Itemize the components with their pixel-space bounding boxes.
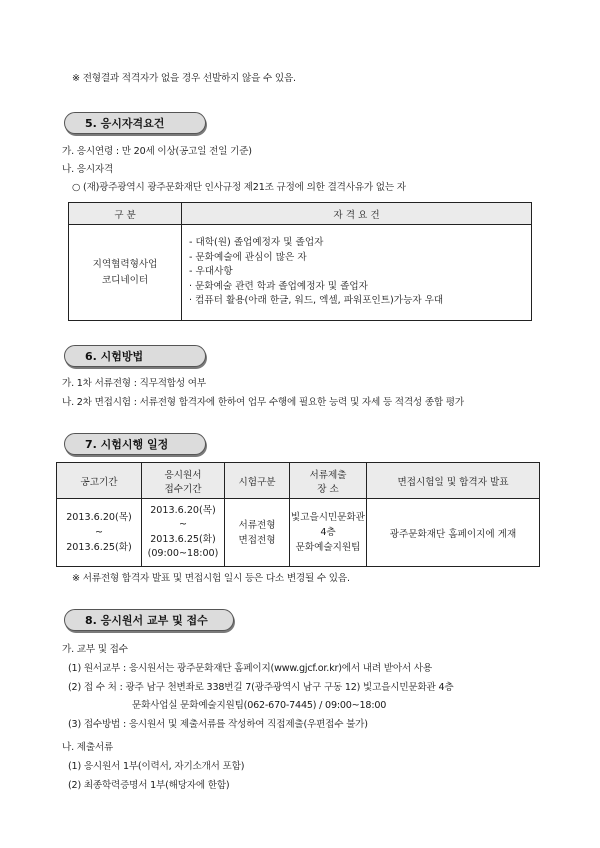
requirements-cell (182, 225, 532, 321)
document-item-2: (2) 최종학력증명서 1부(해당자에 한함) (68, 780, 230, 791)
announcement-cell: 광주문화재단 홈페이지에 게재 (367, 499, 540, 567)
exam-type-cell (225, 499, 290, 567)
notice-tilde: ~ (94, 527, 104, 538)
qualification-item: ○ (재)광주광역시 광주문화재단 인사규정 제21조 규정에 의한 결격사유가 없는 자 (72, 182, 406, 193)
place-building: 빛고을시민문화관 (290, 512, 366, 523)
issue-item-1: (1) 원서교부 : 응시원서는 광주문화재단 홈페이지(www.gjcf.or.kr)에서 내려 받아서 사용 (68, 663, 432, 674)
category-line-2: 코디네이터 (101, 274, 149, 286)
header-exam-type: 시험구분 (225, 463, 290, 499)
notice-period-cell (57, 499, 142, 567)
section-6-heading: 6. 시험방법 (64, 345, 206, 367)
section-5-heading: 5. 응시자격요건 (64, 112, 206, 134)
header-submission-line-1: 서류제출 (309, 469, 347, 481)
section-7-heading: 7. 시험시행 일정 (64, 433, 206, 455)
exam-step-1: 가. 1차 서류전형 : 직무적합성 여부 (62, 378, 206, 389)
requirement-item: - 우대사항 (189, 266, 233, 278)
submission-place-cell (290, 499, 367, 567)
issue-item-3: (3) 접수방법 : 응시원서 및 제출서류를 작성하여 직접제출(우편접수 불가) (68, 719, 368, 730)
exam-type-interview: 면접전형 (238, 534, 276, 546)
header-application-period (142, 463, 225, 499)
notice-end: 2013.6.25(화) (66, 542, 132, 553)
issue-item-2-cont: 문화사업실 문화예술지원팀(062-670-7445) / 09:00~18:00 (132, 700, 387, 711)
top-note: ※ 전형결과 적격자가 없을 경우 선발하지 않을 수 있음. (72, 73, 296, 84)
application-end: 2013.6.25(화) (150, 533, 216, 545)
requirement-item: · 컴퓨터 활용(아래 한글, 워드, 엑셀, 파워포인트)가능자 우대 (189, 295, 444, 307)
requirements-list (189, 236, 531, 309)
issue-item-2: (2) 접 수 처 : 광주 남구 천변좌로 338번길 7(광주광역시 남구 구동 12) 빛고을시민문화관 4층 (68, 682, 454, 693)
header-submission-line-2: 장 소 (317, 483, 339, 495)
place-floor: 4층 (320, 527, 336, 538)
application-start: 2013.6.20(목) (150, 504, 216, 516)
header-application-line-2: 접수기간 (164, 483, 202, 495)
age-requirement: 가. 응시연령 : 만 20세 이상(공고일 전일 기준) (62, 146, 252, 157)
schedule-table (56, 462, 540, 567)
exam-type-document: 서류전형 (238, 519, 276, 531)
header-notice-period: 공고기간 (57, 463, 142, 499)
application-tilde: ~ (178, 519, 188, 530)
category-cell (69, 225, 182, 321)
place-team: 문화예술지원팀 (295, 542, 361, 553)
category-line-1: 지역협력형사업 (92, 258, 158, 270)
issue-receipt-label: 가. 교부 및 접수 (62, 644, 128, 655)
header-submission-place (290, 463, 367, 499)
application-hours: (09:00~18:00) (147, 548, 219, 559)
application-period-cell (142, 499, 225, 567)
requirement-item: - 문화예술에 관심이 많은 자 (189, 251, 307, 263)
qualification-label: 나. 응시자격 (62, 164, 114, 175)
col-requirements-header: 자 격 요 건 (182, 203, 532, 225)
col-category-header: 구 분 (69, 203, 182, 225)
document-item-1: (1) 응시원서 1부(이력서, 자기소개서 포함) (68, 761, 245, 772)
qualification-table (68, 202, 532, 321)
header-interview-announcement: 면접시험일 및 합격자 발표 (367, 463, 540, 499)
header-application-line-1: 응시원서 (164, 469, 202, 481)
notice-start: 2013.6.20(목) (66, 512, 132, 523)
schedule-note: ※ 서류전형 합격자 발표 및 면접시험 일시 등은 다소 변경될 수 있음. (72, 573, 350, 584)
section-8-heading: 8. 응시원서 교부 및 접수 (64, 609, 234, 631)
requirement-item: - 대학(원) 졸업예정자 및 졸업자 (189, 237, 324, 249)
exam-step-2: 나. 2차 면접시험 : 서류전형 합격자에 한하여 업무 수행에 필요한 능력 및 자세 등 적격성 종합 평가 (62, 397, 464, 408)
requirement-item: · 문화예술 관련 학과 졸업예정자 및 졸업자 (189, 280, 368, 292)
documents-label: 나. 제출서류 (62, 742, 114, 753)
